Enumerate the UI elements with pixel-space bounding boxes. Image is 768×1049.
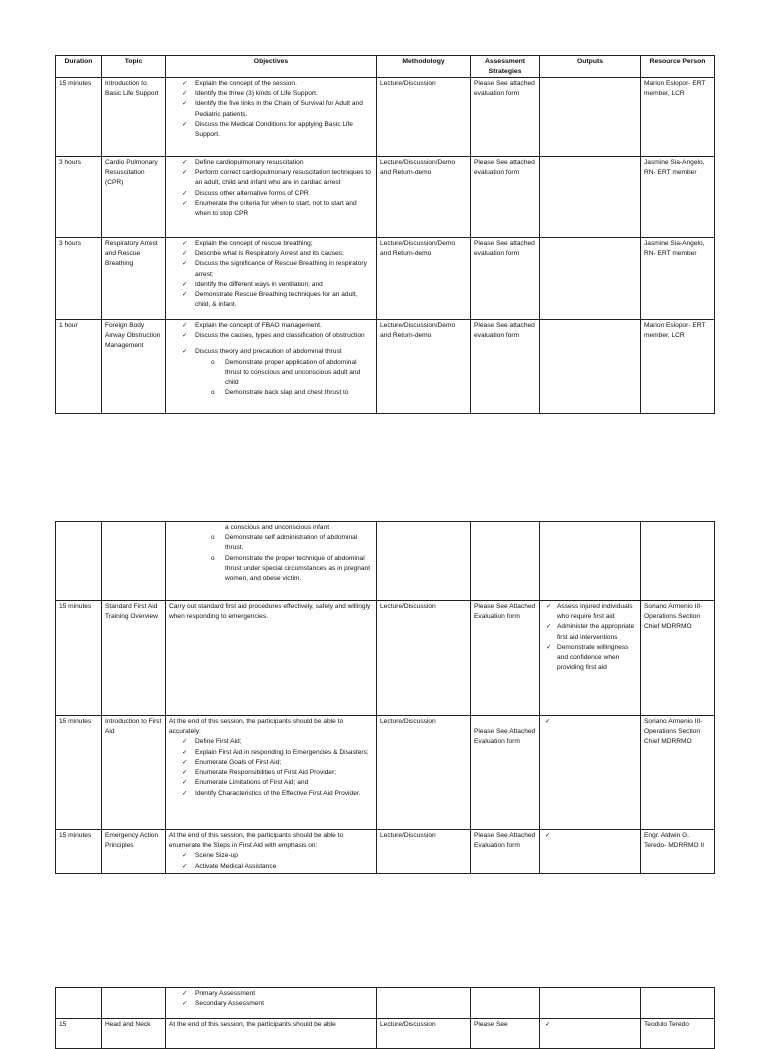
topic-cell: Respiratory Arrest and Rescue Breathing — [102, 238, 166, 320]
resource-cell: Soriano Armenio III- Operations Section Chief MDRRMO — [641, 716, 715, 830]
schedule-table-page-1 — [55, 55, 715, 414]
outputs-cell — [540, 988, 641, 1019]
objective-item: ✓ Discuss other alternative forms of CPR — [195, 189, 373, 199]
resource-cell: Engr. Aldwin G. Teredo- MDRRMO II — [641, 830, 715, 874]
table-row — [56, 716, 715, 830]
duration-cell: 15 minutes — [56, 830, 102, 874]
outputs-cell — [540, 78, 641, 157]
table-row — [56, 157, 715, 238]
objectives-list — [169, 347, 373, 357]
continued-text: a conscious and unconscious infant — [225, 524, 330, 531]
objectives-list — [169, 239, 373, 311]
table-row-continued — [56, 522, 715, 601]
objective-item: ✓ Identify Characteristics of the Effective First Aid Provider. — [195, 789, 373, 799]
objective-item: ✓ Discuss the significance of Rescue Breathing in respiratory arrest; — [195, 259, 373, 279]
topic-cell: Standard First Aid Training Overview — [102, 601, 166, 716]
objectives-list — [169, 737, 373, 798]
outputs-cell — [540, 601, 641, 716]
header-objectives: Objectives — [166, 56, 377, 78]
topic-cell: Introduction to Basic Life Support — [102, 78, 166, 157]
header-outputs: Outputs — [540, 56, 641, 78]
schedule-table-page-2 — [55, 521, 715, 874]
objectives-list — [169, 158, 373, 219]
duration-cell — [56, 522, 102, 601]
check-mark-icon: ✓ — [545, 717, 551, 725]
objective-item: ✓ Identify the three (3) kinds of Life Support. — [195, 89, 373, 99]
duration-cell: 1 hour — [56, 320, 102, 414]
objectives-cell — [166, 522, 377, 601]
duration-cell: 15 minutes — [56, 601, 102, 716]
outputs-list — [543, 602, 637, 674]
topic-cell — [102, 988, 166, 1019]
outputs-cell — [540, 157, 641, 238]
outputs-cell — [540, 238, 641, 320]
assessment-cell: Please See attached evaluation form — [471, 78, 540, 157]
topic-cell: Introduction to First Aid — [102, 716, 166, 830]
resource-cell — [641, 988, 715, 1019]
objectives-cell: Carry out standard first aid procedures effectively, safely and willingly when responding to emergencies. — [166, 601, 377, 716]
assessment-cell — [471, 988, 540, 1019]
objective-item: ✓ Enumerate Responsibilities of First Aid Provider; — [195, 768, 373, 778]
objectives-cell — [166, 78, 377, 157]
assessment-cell: Please See attached evaluation form — [471, 238, 540, 320]
assessment-cell: Please See Attached Evaluation form — [471, 716, 540, 830]
objective-item: ✓ Define cardiopulmonary resuscitation — [195, 158, 373, 168]
objectives-list — [169, 989, 373, 1009]
objectives-list — [169, 851, 373, 871]
resource-cell: Teodulo Teredo — [641, 1019, 715, 1049]
objectives-list — [169, 79, 373, 140]
duration-cell — [56, 988, 102, 1019]
assessment-cell — [471, 522, 540, 601]
output-item: ✓ Administer the appropriate first aid interventions — [557, 622, 637, 642]
sub-objective-item: o Demonstrate self administration of abdominal thrust. — [225, 533, 373, 553]
sub-objectives-list — [169, 533, 373, 584]
objectives-cell: At the end of this session, the participants should be able — [166, 1019, 377, 1049]
objectives-cell — [166, 320, 377, 414]
resource-cell: Jasmine Sia-Angelo, RN- ERT member — [641, 238, 715, 320]
table-row — [56, 830, 715, 874]
table-row — [56, 601, 715, 716]
topic-cell: Cardio Pulmonary Resuscitation (CPR) — [102, 157, 166, 238]
schedule-table-page-3 — [55, 987, 715, 1049]
methodology-cell: Lecture/Discussion/Demo and Return-demo — [377, 157, 471, 238]
table-row — [56, 320, 715, 414]
methodology-cell: Lecture/Discussion/Demo and Return-demo — [377, 238, 471, 320]
duration-cell: 15 minutes — [56, 78, 102, 157]
assessment-cell: Please See attached evaluation form — [471, 157, 540, 238]
objective-item: ✓ Identify the five links in the Chain of Survival for Adult and Pediatric patients. — [195, 99, 373, 119]
output-item: ✓ Assess injured individuals who require first aid — [557, 602, 637, 622]
objective-item: ✓ Explain the concept of FBAO management. — [195, 321, 373, 331]
objective-item: ✓ Primary Assessment — [195, 989, 373, 999]
header-duration: Duration — [56, 56, 102, 78]
assessment-cell: Please See Attached Evaluation form — [471, 601, 540, 716]
objectives-cell — [166, 716, 377, 830]
header-resource: Resource Person — [641, 56, 715, 78]
objectives-cell — [166, 238, 377, 320]
objective-item: ✓ Scene Size-up — [195, 851, 373, 861]
objective-item: ✓ Identify the different ways in ventilation; and — [195, 280, 373, 290]
methodology-cell: Lecture/Discussion/Demo and Return-demo — [377, 320, 471, 414]
topic-cell: Head and Neck — [102, 1019, 166, 1049]
resource-cell — [641, 522, 715, 601]
header-topic: Topic — [102, 56, 166, 78]
outputs-cell — [540, 1019, 641, 1049]
methodology-cell: Lecture/Discussion — [377, 716, 471, 830]
objective-item: ✓ Activate Medical Assistance — [195, 862, 373, 872]
resource-cell: Marion Eslopor- ERT member, LCR — [641, 320, 715, 414]
objective-item: ✓ Discuss the Medical Conditions for applying Basic Life Support. — [195, 120, 373, 140]
output-item: ✓ Demonstrate willingness and confidence when providing first aid — [557, 643, 637, 674]
check-mark-icon: ✓ — [545, 831, 551, 839]
methodology-cell: Lecture/Discussion — [377, 78, 471, 157]
resource-cell: Soriano Armenio III- Operations Section Chief MDRRMO — [641, 601, 715, 716]
outputs-cell — [540, 320, 641, 414]
resource-cell: Marion Eslopor- ERT member, LCR — [641, 78, 715, 157]
table-header-row — [56, 56, 715, 78]
topic-cell: Foreign Body Airway Obstruction Management — [102, 320, 166, 414]
sub-objective-item: o Demonstrate back slap and chest thrust to — [225, 388, 373, 398]
methodology-cell: Lecture/Discussion — [377, 830, 471, 874]
duration-cell: 15 — [56, 1019, 102, 1049]
sub-objective-item: o Demonstrate the proper technique of abdominal thrust under special circumstances as in pregnant women, and obese victim. — [225, 554, 373, 585]
objective-item: ✓ Discuss theory and precaution of abdominal thrust — [195, 347, 373, 357]
methodology-cell: Lecture/Discussion — [377, 601, 471, 716]
outputs-cell — [540, 716, 641, 830]
outputs-cell — [540, 830, 641, 874]
objectives-intro: At the end of this session, the participants should be able to enumerate the Steps in First Aid with emphasis on: — [169, 832, 344, 850]
objective-item: ✓ Discuss the causes, types and classification of obstruction — [195, 331, 373, 341]
assessment-cell: Please See Attached Evaluation form — [471, 830, 540, 874]
check-mark-icon: ✓ — [545, 1020, 551, 1028]
objective-item: ✓ Demonstrate Rescue Breathing techniques for an adult, child, & infant. — [195, 290, 373, 310]
objective-item: ✓ Explain the concept of rescue breathing; — [195, 239, 373, 249]
header-methodology: Methodology — [377, 56, 471, 78]
outputs-cell — [540, 522, 641, 601]
objective-item: ✓ Enumerate Limitations of First Aid; and — [195, 778, 373, 788]
methodology-cell — [377, 988, 471, 1019]
objectives-intro: At the end of this session, the participants should be able to accurately: — [169, 718, 344, 736]
header-assessment: Assessment Strategies — [471, 56, 540, 78]
objectives-cell — [166, 988, 377, 1019]
duration-cell: 15 minutes — [56, 716, 102, 830]
table-row — [56, 238, 715, 320]
objective-item: ✓ Describe what is Respiratory Arrest and its causes; — [195, 249, 373, 259]
objective-item: ✓ Secondary Assessment — [195, 999, 373, 1009]
sub-objectives-list — [169, 358, 373, 399]
assessment-cell: Please See — [471, 1019, 540, 1049]
methodology-cell: Lecture/Discussion — [377, 1019, 471, 1049]
duration-cell: 3 hours — [56, 157, 102, 238]
methodology-cell — [377, 522, 471, 601]
table-row — [56, 1019, 715, 1049]
objectives-list — [169, 321, 373, 341]
objective-item: ✓ Explain the concept of the session. — [195, 79, 373, 89]
objective-item: ✓ Define First Aid; — [195, 737, 373, 747]
topic-cell: Emergency Action Principles — [102, 830, 166, 874]
assessment-cell: Please See attached evaluation form — [471, 320, 540, 414]
table-row-continued — [56, 988, 715, 1019]
table-row — [56, 78, 715, 157]
objective-item: ✓ Enumerate the criteria for when to start, not to start and when to stop CPR — [195, 199, 373, 219]
objective-item: ✓ Enumerate Goals of First Aid; — [195, 758, 373, 768]
sub-objective-item: o Demonstrate proper application of abdominal thrust to conscious and unconscious adult and child — [225, 358, 373, 389]
objectives-cell — [166, 830, 377, 874]
duration-cell: 3 hours — [56, 238, 102, 320]
topic-cell — [102, 522, 166, 601]
objectives-cell — [166, 157, 377, 238]
resource-cell: Jasmine Sia-Angelo, RN- ERT member — [641, 157, 715, 238]
objective-item: ✓ Explain First Aid in responding to Emergencies & Disasters; — [195, 748, 373, 758]
objective-item: ✓ Perform correct cardiopulmonary resuscitation techniques to an adult, child and infant who are in cardiac arrest — [195, 168, 373, 188]
